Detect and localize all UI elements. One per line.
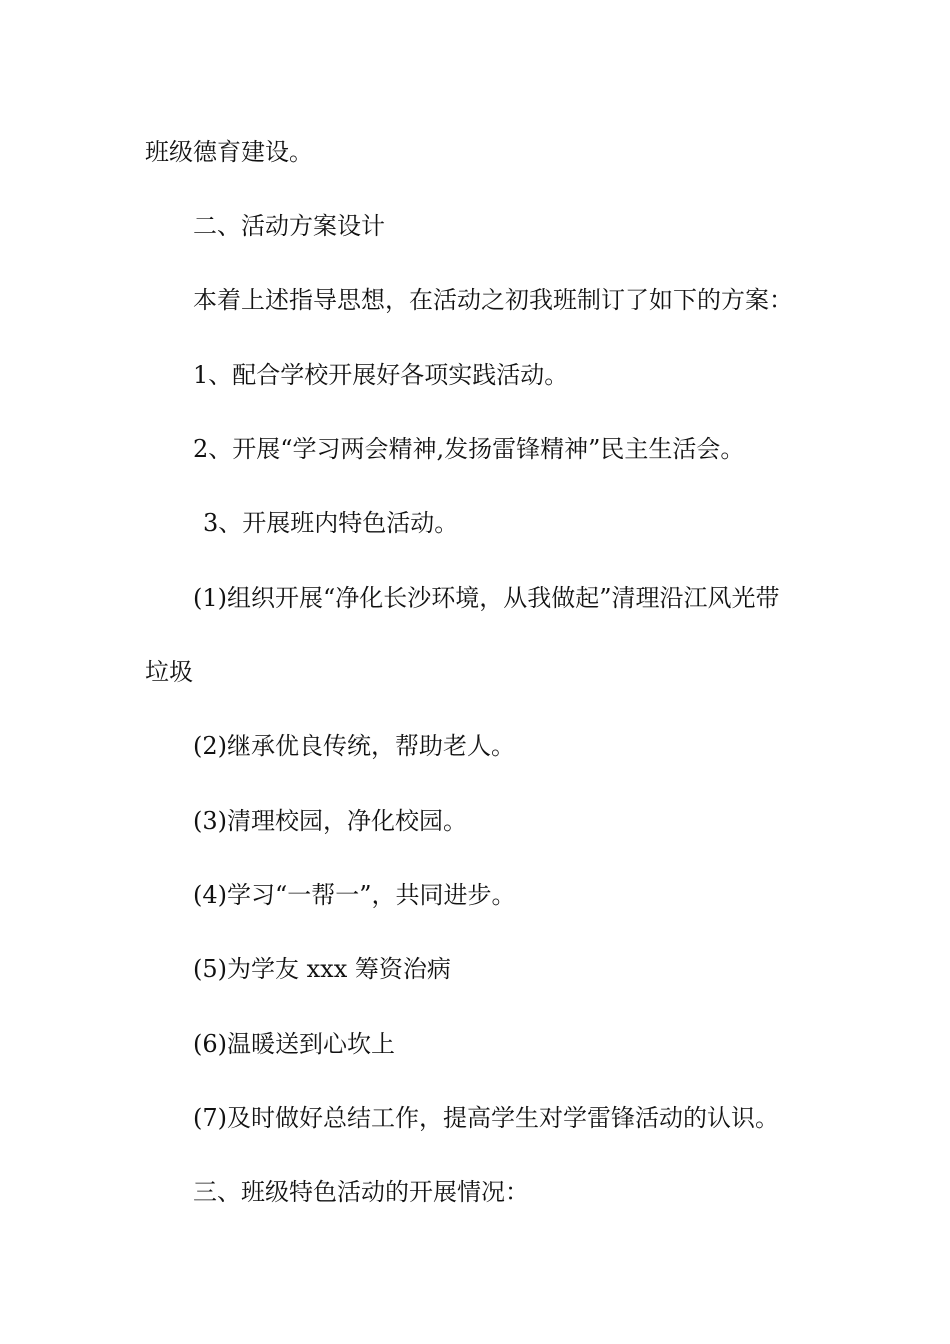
sub-list-item: (4)学习“一帮一”，共同进步。 (193, 881, 516, 909)
section-heading: 三、班级特色活动的开展情况： (193, 1178, 529, 1206)
section-heading: 二、活动方案设计 (193, 212, 385, 240)
paragraph-line: 本着上述指导思想，在活动之初我班制订了如下的方案： (193, 286, 793, 314)
sub-list-item: (5)为学友 xxx 筹资治病 (193, 955, 451, 983)
sub-list-item: (2)继承优良传统，帮助老人。 (193, 732, 515, 760)
list-item: 2、开展“学习两会精神,发扬雷锋精神”民主生活会。 (193, 435, 745, 463)
paragraph-line: 班级德育建设。 (145, 138, 313, 166)
sub-list-item: (3)清理校园，净化校园。 (193, 807, 467, 835)
paragraph-line: 垃圾 (145, 658, 193, 686)
sub-list-item: (7)及时做好总结工作，提高学生对学雷锋活动的认识。 (193, 1104, 779, 1132)
sub-list-item: (1)组织开展“净化长沙环境，从我做起”清理沿江风光带 (193, 584, 780, 612)
list-item: 1、配合学校开展好各项实践活动。 (193, 361, 569, 389)
sub-list-item: (6)温暖送到心坎上 (193, 1030, 395, 1058)
list-item: 3、开展班内特色活动。 (203, 509, 459, 537)
